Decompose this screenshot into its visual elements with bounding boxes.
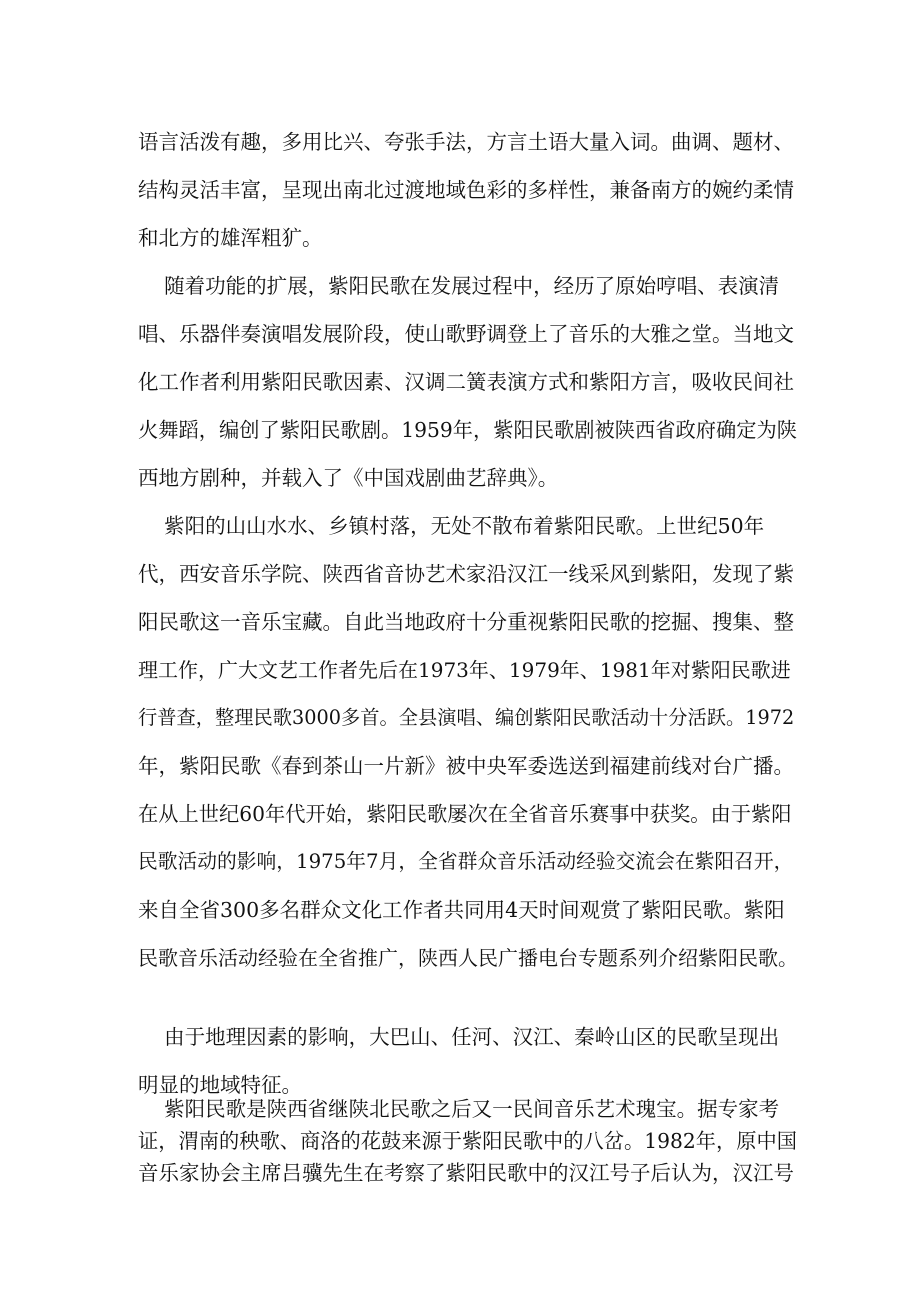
text-line: 和北方的雄浑粗犷。: [138, 226, 323, 250]
paragraph-treasure: [138, 1093, 798, 1189]
text-line: 民歌音乐活动经验在全省推广，陕西人民广播电台专题系列介绍紫阳民歌。: [138, 946, 798, 970]
text-line: 化工作者利用紫阳民歌因素、汉调二簧表演方式和紫阳方言，吸收民间社: [138, 370, 794, 394]
text-line: 唱、乐器伴奏演唱发展阶段，使山歌野调登上了音乐的大雅之堂。当地文: [138, 322, 794, 346]
text-line: 西地方剧种，并载入了《中国戏剧曲艺辞典》。: [138, 466, 559, 490]
text-line: 代，西安音乐学院、陕西省音协艺术家沿汉江一线采风到紫阳，发现了紫: [138, 562, 794, 586]
text-line: 随着功能的扩展，紫阳民歌在发展过程中，经历了原始哼唱、表演清: [138, 274, 780, 298]
text-line: 年，紫阳民歌《春到茶山一片新》被中央军委选送到福建前线对台广播。: [138, 754, 794, 778]
paragraph-dialect-style: [138, 118, 798, 262]
text-line: 理工作，广大文艺工作者先后在1973年、1979年、1981年对紫阳民歌进: [138, 658, 791, 682]
text-line: 阳民歌这一音乐宝藏。自此当地政府十分重视紫阳民歌的挖掘、搜集、整: [138, 610, 794, 634]
text-line: 来自全省300多名群众文化工作者共同用4天时间观赏了紫阳民歌。紫阳: [138, 898, 785, 922]
text-line: 民歌活动的影响，1975年7月，全省群众音乐活动经验交流会在紫阳召开，: [138, 850, 794, 873]
text-line: 紫阳的山山水水、乡镇村落，无处不散布着紫阳民歌。上世纪50年: [138, 514, 765, 538]
text-line: 音乐家协会主席吕骥先生在考察了紫阳民歌中的汉江号子后认为，汉江号: [138, 1161, 794, 1185]
text-line: 火舞蹈，编创了紫阳民歌剧。1959年，紫阳民歌剧被陕西省政府确定为陕: [138, 418, 798, 442]
text-line: 证，渭南的秧歌、商洛的花鼓来源于紫阳民歌中的八岔。1982年，原中国: [138, 1129, 798, 1153]
text-line: 结构灵活丰富，呈现出南北过渡地域色彩的多样性，兼备南方的婉约柔情: [138, 178, 794, 202]
paragraph-folk-opera: [138, 262, 798, 502]
text-line: 由于地理因素的影响，大巴山、任河、汉江、秦岭山区的民歌呈现出: [138, 1025, 780, 1049]
paragraph-history: [138, 502, 798, 982]
text-line: 紫阳民歌是陕西省继陕北民歌之后又一民间音乐艺术瑰宝。据专家考: [138, 1097, 780, 1121]
text-line: 语言活泼有趣，多用比兴、夸张手法，方言土语大量入词。曲调、题材、: [138, 130, 794, 154]
text-line: 明显的地域特征。: [138, 1073, 302, 1097]
text-line: 在从上世纪60年代开始，紫阳民歌屡次在全省音乐赛事中获奖。由于紫阳: [138, 802, 792, 826]
text-line: 行普查，整理民歌3000多首。全县演唱、编创紫阳民歌活动十分活跃。1972: [138, 706, 795, 729]
